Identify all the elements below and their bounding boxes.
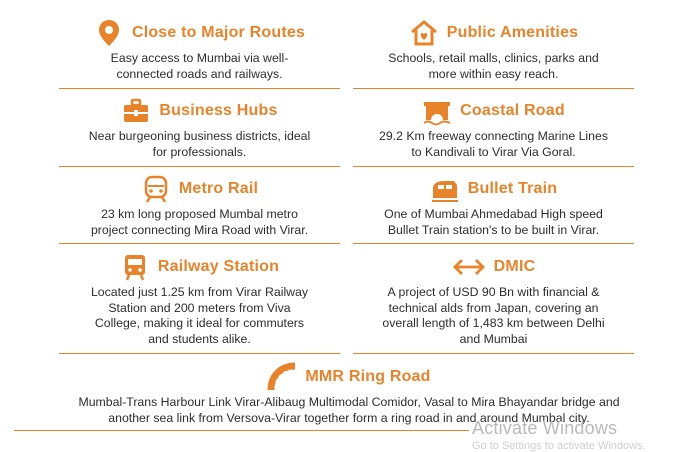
feature-desc: 29.2 Km freeway connecting Marine Lines to Kandivali to Virar Via Goral. [379,129,608,159]
feature-card-bullet [353,174,634,238]
briefcase-icon [121,96,151,126]
divider [14,430,469,431]
feature-title: MMR Ring Road [305,368,431,385]
feature-desc: One of Mumbai Ahmedabad High speed Bullet Train station's to be built in Virar. [384,207,603,237]
double-arrow-icon [452,252,486,282]
feature-title: DMIC [493,258,536,275]
location-pin-icon [94,18,124,48]
ring-road-icon [267,362,297,392]
feature-card-coastal [353,96,634,160]
feature-title: Metro Rail [178,180,259,197]
divider [353,243,634,244]
activation-watermark-title: Activate Windows [472,418,618,438]
divider [59,353,340,354]
divider [353,88,634,89]
feature-desc: A project of USD 90 Bn with financial & technical alds from Japan, covering an overall length of 1,483 km between Delhi and Mumbai [382,285,605,346]
feature-title: Close to Major Routes [131,24,306,41]
feature-card-routes [59,18,340,82]
feature-card-dmic [353,252,634,347]
divider [59,166,340,167]
feature-desc: Near burgeoning business districts, ideal for professionals. [88,129,311,159]
feature-title: Railway Station [157,258,280,275]
feature-card-business [59,96,340,160]
feature-desc: Easy access to Mumbai via well- connected roads and railways. [110,51,289,81]
feature-desc: 23 km long proposed Mumbal metro project connecting Mira Road with Virar. [90,207,309,237]
divider [59,88,340,89]
metro-train-icon [141,174,171,204]
feature-title: Coastal Road [460,102,565,119]
feature-card-metro [59,174,340,238]
activation-watermark-subtitle: Go to Settings to activate Windows. [472,440,646,452]
feature-card-ring-road [20,362,678,426]
feature-card-railway [59,252,340,347]
home-heart-icon [409,18,439,48]
divider [59,243,340,244]
feature-desc: Schools, retail malls, clinics, parks and more within easy reach. [388,51,599,81]
divider [353,166,634,167]
feature-title: Business Hubs [159,102,278,119]
train-icon [120,252,150,282]
bullet-train-icon [430,174,460,204]
feature-desc: Located just 1.25 km from Virar Railway Station and 200 meters from Viva College, making it ideal for commuters and students alike. [90,285,309,346]
feature-title: Public Amenities [446,24,579,41]
divider [353,353,634,354]
feature-desc: Mumbal-Trans Harbour Link Virar-Alibaug Multimodal Comidor, Vasal to Mira Bhayandar bridge and another sea link from Versova-Virar together form a ring road in and around Mumbal city. [78,395,620,425]
feature-title: Bullet Train [467,180,558,197]
bridge-icon [422,96,452,126]
feature-card-amenities [353,18,634,82]
